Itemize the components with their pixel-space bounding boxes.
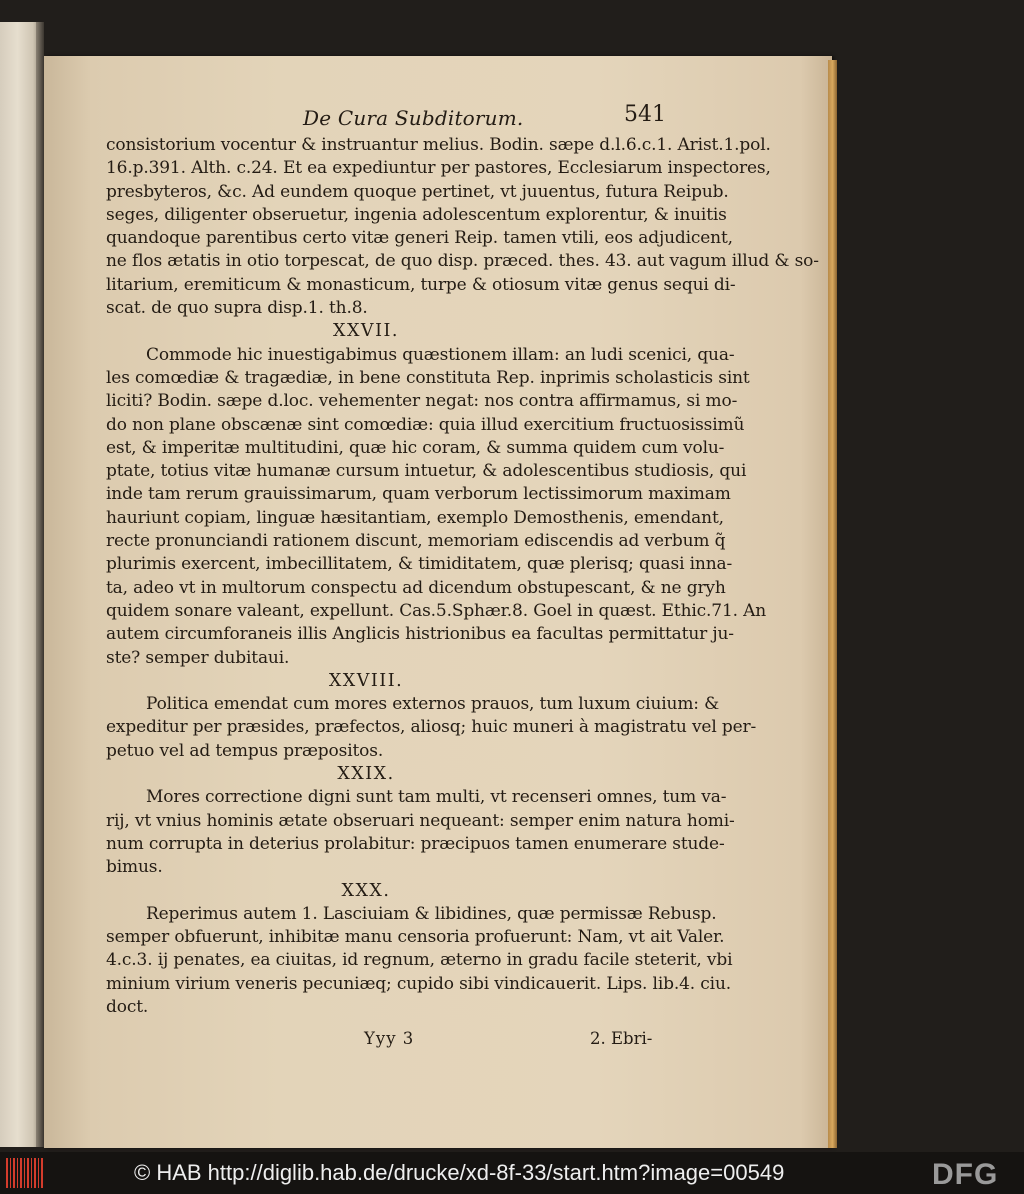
text-line: num corrupta in deterius prolabitur: præcipuos tamen enumerare stude- <box>106 833 725 854</box>
text-line: 16.p.391. Alth. c.24. Et ea expediuntur per pastores, Ecclesiarum inspectores, <box>106 158 771 179</box>
page-gilt-edge <box>828 60 837 1148</box>
text-line: ne flos ætatis in otio torpescat, de quo disp. præced. thes. 43. aut vagum illud & so- <box>106 251 819 272</box>
text-line: recte pronunciandi rationem discunt, memoriam ediscendis ad verbum q̃ <box>106 531 726 552</box>
text-line: ptate, totius vitæ humanæ cursum intuetur, & adolescentibus studiosis, qui <box>106 461 747 482</box>
text-line: rij, vt vnius hominis ætate obseruari nequeant: semper enim natura homi- <box>106 810 735 831</box>
source-credit-link[interactable]: © HAB http://diglib.hab.de/drucke/xd-8f-33/start.htm?image=00549 <box>134 1160 785 1185</box>
footer-bar <box>0 1152 1024 1194</box>
text-line: doct. <box>106 996 149 1017</box>
text-line: do non plane obscænæ sint comœdiæ: quia illud exercitium fructuosissimũ <box>106 414 745 435</box>
text-line: hauriunt copiam, linguæ hæsitantiam, exemplo Demosthenis, emendant, <box>106 507 724 528</box>
text-line: autem circumforaneis illis Anglicis histrionibus ea facultas permittatur ju- <box>106 624 734 645</box>
text-line: Reperimus autem 1. Lasciuiam & libidines, quæ permissæ Rebusp. <box>146 903 717 924</box>
text-line: minium virium veneris pecuniæq; cupido sibi vindicauerit. Lips. lib.4. ciu. <box>106 973 732 994</box>
folio-number: 541 <box>624 102 666 127</box>
text-line: Commode hic inuestigabimus quæstionem illam: an ludi scenici, qua- <box>146 344 735 365</box>
text-line: est, & imperitæ multitudini, quæ hic coram, & summa quidem cum volu- <box>106 437 725 458</box>
section-heading-xxvii: XXVII. <box>333 321 399 342</box>
dfg-logo: DFG <box>932 1158 999 1191</box>
text-line: expeditur per præsides, præfectos, aliosq; huic muneri à magistratu vel per- <box>106 717 757 738</box>
running-title: De Cura Subditorum. <box>303 106 524 130</box>
catchword: 2. Ebri- <box>590 1029 653 1049</box>
text-line: petuo vel ad tempus præpositos. <box>106 740 384 761</box>
text-line: scat. de quo supra disp.1. th.8. <box>106 298 368 319</box>
text-line: les comœdiæ & tragædiæ, in bene constituta Rep. inprimis scholasticis sint <box>106 367 750 388</box>
page-foot <box>106 1025 706 1055</box>
text-line: presbyteros, &c. Ad eundem quoque pertinet, vt juuentus, futura Reipub. <box>106 181 729 202</box>
text-line: bimus. <box>106 857 163 878</box>
book-page-stack <box>0 22 44 1147</box>
text-line: Politica emendat cum mores externos prauos, tum luxum ciuium: & <box>146 694 720 715</box>
text-line: quidem sonare valeant, expellunt. Cas.5.Sphær.8. Goel in quæst. Ethic.71. An <box>106 600 767 621</box>
text-line: ta, adeo vt in multorum conspectu ad dicendum obstupescant, & ne gryh <box>106 577 726 598</box>
section-heading-xxviii: XXVIII. <box>328 670 404 691</box>
text-line: plurimis exercent, imbecillitatem, & timiditatem, quæ plerisq; quasi inna- <box>106 554 733 575</box>
text-line: Mores correctione digni sunt tam multi, vt recenseri omnes, tum va- <box>146 787 727 808</box>
text-line: consistorium vocentur & instruantur melius. Bodin. sæpe d.l.6.c.1. Arist.1.pol. <box>106 135 771 155</box>
text-line: 4.c.3. ij penates, ea ciuitas, id regnum, æterno in gradu facile steterit, vbi <box>106 950 733 971</box>
book-page <box>44 56 832 1148</box>
section-heading-xxx: XXX. <box>341 880 391 901</box>
page-header <box>106 100 706 134</box>
text-line: quandoque parentibus certo vitæ generi Reip. tamen vtili, eos adjudicent, <box>106 228 733 249</box>
text-line: ste? semper dubitaui. <box>106 647 290 668</box>
text-line: litarium, eremiticum & monasticum, turpe & otiosum vitæ genus sequi di- <box>106 274 736 295</box>
text-line: inde tam rerum grauissimarum, quam verborum lectissimorum maximam <box>106 484 731 505</box>
section-heading-xxix: XXIX. <box>337 764 395 785</box>
text-line: seges, diligenter obseruetur, ingenia adolescentum explorentur, & inuitis <box>106 204 727 225</box>
text-block <box>106 100 819 1055</box>
barcode-icon <box>6 1158 44 1188</box>
text-line: liciti? Bodin. sæpe d.loc. vehementer negat: nos contra affirmamus, si mo- <box>106 391 738 412</box>
text-line: semper obfuerunt, inhibitæ manu censoria profuerunt: Nam, vt ait Valer. <box>106 927 725 948</box>
signature-mark: Yyy 3 <box>364 1029 415 1049</box>
